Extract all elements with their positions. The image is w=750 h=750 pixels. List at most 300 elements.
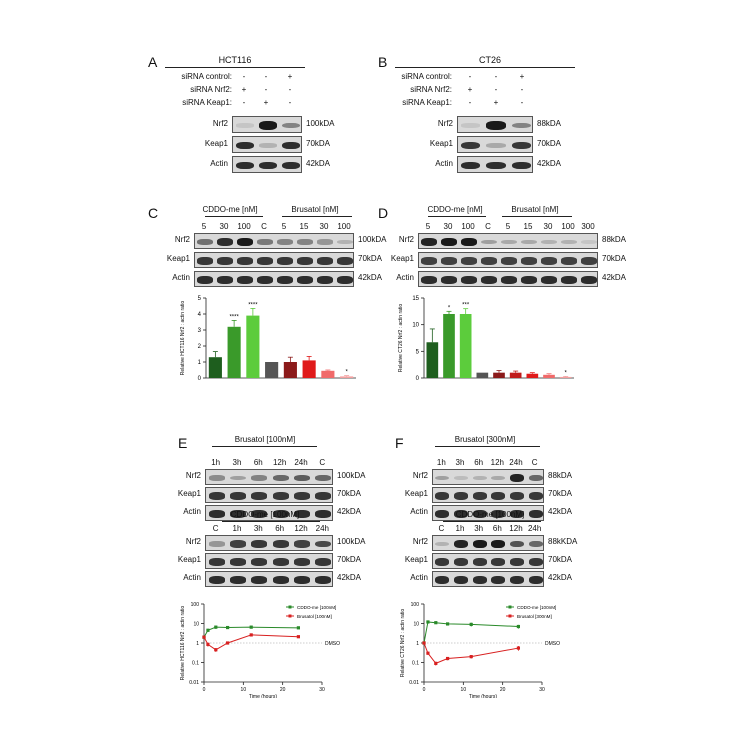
blot-band (435, 476, 449, 481)
y-tick-label: 15 (412, 296, 419, 302)
blot-band (317, 276, 332, 283)
lane-label: 24h (315, 524, 329, 533)
blot-row-label: Actin (183, 573, 201, 582)
bar (284, 362, 297, 378)
blot-strip (232, 156, 302, 173)
molecular-weight-label: 70kDA (537, 138, 562, 148)
x-tick-label: 10 (460, 687, 467, 693)
blot-band (529, 492, 543, 499)
lane-label: 1h (455, 524, 465, 533)
lane-label: 5 (505, 222, 511, 231)
blot-band (541, 257, 556, 264)
blot-band (273, 540, 289, 547)
blot-band (529, 558, 543, 565)
blot-band (273, 475, 289, 481)
blot-row-label: Nrf2 (185, 471, 201, 480)
lane-label: 12h (272, 458, 287, 467)
treatment-sign: + (287, 72, 293, 81)
treatment-sign: + (493, 98, 499, 107)
molecular-weight-label: 100kDA (358, 235, 387, 244)
treatment-sign: - (520, 85, 524, 94)
bar (527, 374, 539, 378)
blot-band (435, 492, 449, 499)
lane-label: 5 (281, 222, 287, 231)
blot-row-label: Keap1 (166, 254, 190, 263)
data-point (226, 641, 229, 644)
blot-band (541, 276, 556, 283)
blot-band (435, 558, 449, 565)
blot-band (277, 239, 292, 245)
blot-band (510, 576, 524, 583)
blot-row-label: Nrf2 (437, 118, 453, 128)
bar (209, 357, 222, 378)
bar (510, 373, 522, 378)
panel-F-bottom-group: CDDO-me [100nM] (455, 510, 525, 519)
lane-label: 6h (492, 524, 502, 533)
blot-strip (205, 469, 333, 485)
blot-band (521, 257, 536, 264)
y-tick-label: 10 (193, 621, 199, 628)
treatment-row-label: siRNA Nrf2: (410, 85, 452, 94)
blot-band (491, 540, 505, 548)
blot-band (251, 576, 267, 583)
molecular-weight-label: 70kDA (306, 138, 331, 148)
blot-band (259, 162, 277, 170)
blot-band (209, 541, 225, 546)
blot-band (501, 276, 516, 283)
treatment-row-label: siRNA Keap1: (182, 98, 232, 107)
blot-band (473, 492, 487, 499)
data-point (206, 629, 209, 632)
blot-band (237, 238, 252, 246)
blot-row-label: Keap1 (204, 138, 228, 148)
panel-D-bar-chart (388, 290, 588, 390)
blot-band (294, 492, 310, 499)
series-line (424, 643, 518, 663)
legend-label: CDDO-me [100nM] (297, 604, 337, 610)
x-axis-label: Time (hours) (468, 694, 498, 698)
legend-swatch-marker (289, 615, 292, 618)
y-tick-label: 0 (197, 376, 201, 382)
lane-label: 3h (253, 524, 263, 533)
bar (246, 316, 259, 378)
blot-band (454, 476, 468, 480)
y-tick-label: 5 (197, 296, 201, 302)
lane-label: 6h (253, 458, 263, 467)
blot-band (251, 540, 267, 547)
blot-band (581, 257, 596, 264)
blot-band (315, 475, 331, 481)
blot-row-label: Keap1 (429, 138, 453, 148)
panel-F-bottom-group-rule (443, 521, 541, 522)
lane-label: 30 (319, 222, 329, 231)
y-tick-label: 0.1 (412, 660, 419, 667)
bar (460, 314, 472, 378)
blot-band (510, 492, 524, 499)
lane-label: 100 (237, 222, 251, 231)
legend-label: CDDO-me [100nM] (517, 604, 557, 610)
treatment-sign: - (288, 85, 292, 94)
blot-row-label: Nrf2 (174, 235, 190, 244)
blot-band (317, 239, 332, 244)
blot-strip (194, 252, 354, 268)
y-axis-label: Relative HCT116 Nrf2 : actin ratio (180, 605, 186, 681)
blot-band (297, 276, 312, 283)
blot-band (473, 558, 487, 565)
lane-label: 300 (581, 222, 595, 231)
y-tick-label: 10 (413, 621, 419, 628)
blot-band (561, 257, 576, 264)
blot-band (297, 257, 312, 264)
data-point (426, 620, 429, 623)
molecular-weight-label: 42kDA (537, 158, 562, 168)
data-point (434, 662, 437, 665)
lane-label: 6h (474, 458, 484, 467)
blot-band (257, 239, 272, 245)
y-tick-label: 0.1 (192, 660, 199, 667)
lane-label: 100 (561, 222, 575, 231)
blot-band (315, 510, 331, 517)
blot-row-label: Actin (396, 273, 414, 282)
panel-F-top-group-rule (435, 446, 540, 447)
molecular-weight-label: 42kDA (306, 158, 331, 168)
molecular-weight-label: 88kDA (548, 471, 573, 480)
blot-strip (432, 487, 544, 503)
blot-strip (205, 487, 333, 503)
blot-band (521, 240, 536, 245)
blot-band (473, 540, 487, 548)
significance-mark: **** (229, 314, 239, 321)
panel-F-label: F (395, 435, 404, 451)
blot-band (209, 558, 225, 565)
lane-label: 5 (201, 222, 207, 231)
lane-label: C (485, 222, 491, 231)
lane-label: 15 (523, 222, 533, 231)
lane-label: 12h (509, 524, 523, 533)
panel-B-title-rule (395, 67, 575, 68)
blot-band (251, 558, 267, 565)
blot-band (454, 492, 468, 499)
x-axis-label: Time (hours) (248, 694, 278, 698)
blot-row-label: Nrf2 (212, 118, 228, 128)
molecular-weight-label: 70kDA (548, 555, 573, 564)
blot-band (294, 475, 310, 481)
molecular-weight-label: 70kDA (548, 489, 573, 498)
blot-strip (457, 156, 533, 173)
data-point (517, 625, 520, 628)
blot-row-label: Keap1 (177, 555, 201, 564)
blot-band (512, 162, 531, 170)
lane-label: 12h (490, 458, 504, 467)
blot-band (230, 476, 246, 481)
blot-band (486, 143, 505, 148)
treatment-sign: - (264, 72, 268, 81)
significance-mark: * (345, 369, 348, 376)
blot-band (461, 142, 480, 150)
y-tick-label: 3 (197, 328, 201, 334)
blot-strip (194, 271, 354, 287)
bar (493, 373, 505, 378)
y-axis-label: Relative HCT116 Nrf2 : actin ratio (180, 300, 186, 376)
blot-row-label: Nrf2 (412, 471, 428, 480)
blot-band (501, 240, 516, 245)
panel-E-label: E (178, 435, 188, 451)
blot-band (481, 276, 496, 283)
legend-label: Brusatol [300nM] (517, 613, 552, 619)
blot-band (337, 240, 352, 244)
molecular-weight-label: 100kDA (337, 537, 366, 546)
blot-band (441, 257, 456, 264)
lane-label: 3h (474, 524, 484, 533)
blot-band (461, 276, 476, 283)
blot-row-label: Actin (210, 158, 228, 168)
lane-label: 100 (337, 222, 351, 231)
lane-label: C (212, 524, 219, 533)
blot-band (481, 240, 496, 245)
blot-band (236, 142, 254, 150)
y-axis-label: Relative CT26 Nrf2 : actin ratio (398, 303, 404, 373)
bar (427, 342, 439, 378)
blot-strip (457, 136, 533, 153)
y-tick-label: 1 (196, 641, 199, 647)
panel-E-top-group: Brusatol [100nM] (234, 435, 296, 444)
y-tick-label: 0 (415, 376, 419, 382)
data-point (202, 636, 205, 639)
data-point (206, 643, 209, 646)
data-point (214, 626, 217, 629)
blot-band (561, 240, 576, 244)
y-tick-label: 1 (197, 360, 201, 366)
blot-band (454, 576, 468, 583)
blot-band (491, 576, 505, 583)
lane-label: C (531, 458, 538, 467)
molecular-weight-label: 70kDA (602, 254, 627, 263)
treatment-row-label: siRNA Keap1: (402, 98, 452, 107)
blot-band (251, 475, 267, 481)
lane-label: 30 (543, 222, 553, 231)
treatment-row-label: siRNA control: (401, 72, 452, 81)
y-tick-label: 5 (415, 349, 419, 356)
blot-strip (232, 136, 302, 153)
data-point (297, 635, 300, 638)
blot-band (273, 492, 289, 499)
panel-C-group1-rule (205, 216, 263, 217)
molecular-weight-label: 88kDA (602, 235, 627, 244)
treatment-sign: - (494, 72, 498, 81)
lane-label: 1h (436, 458, 446, 467)
blot-band (473, 576, 487, 583)
blot-band (230, 558, 246, 565)
panel-D-group2-rule (502, 216, 572, 217)
blot-band (491, 476, 505, 481)
blot-band (282, 142, 300, 150)
blot-row-label: Keap1 (404, 555, 428, 564)
lane-label: C (319, 458, 326, 467)
blot-band (317, 257, 332, 264)
data-point (470, 623, 473, 626)
blot-band (421, 238, 436, 246)
blot-band (277, 257, 292, 264)
blot-band (454, 540, 468, 548)
blot-band (435, 542, 449, 546)
panel-C-bar-chart (170, 290, 360, 390)
x-tick-label: 0 (202, 687, 206, 693)
series-line (204, 635, 298, 650)
treatment-sign: - (264, 85, 268, 94)
molecular-weight-label: 42kDA (602, 273, 627, 282)
blot-row-label: Actin (172, 273, 190, 282)
bar (321, 371, 334, 378)
blot-strip (432, 535, 544, 551)
blot-band (209, 576, 225, 583)
blot-band (529, 541, 543, 547)
blot-band (486, 162, 505, 170)
blot-band (294, 540, 310, 547)
blot-band (541, 240, 556, 244)
blot-row-label: Actin (183, 507, 201, 516)
blot-band (510, 558, 524, 565)
treatment-sign: - (288, 98, 292, 107)
dmso-label: DMSO (545, 641, 560, 647)
lane-label: 5 (425, 222, 431, 231)
x-tick-label: 30 (539, 687, 545, 693)
blot-band (230, 492, 246, 499)
blot-band (473, 476, 487, 480)
lane-label: 30 (443, 222, 453, 231)
bar (477, 373, 489, 378)
blot-band (294, 576, 310, 583)
y-tick-label: 100 (410, 602, 419, 608)
data-point (517, 646, 520, 649)
molecular-weight-label: 42kDA (358, 273, 383, 282)
blot-band (259, 121, 277, 129)
data-point (470, 655, 473, 658)
dmso-label: DMSO (325, 641, 340, 647)
lane-label: 24h (527, 524, 542, 533)
lane-label: 24h (509, 458, 523, 467)
molecular-weight-label: 100kDA (306, 118, 335, 128)
blot-band (337, 276, 352, 283)
blot-band (217, 276, 232, 283)
lane-label: 6h (275, 524, 285, 533)
blot-band (297, 239, 312, 245)
legend-swatch-marker (289, 606, 292, 609)
blot-row-label: Actin (410, 507, 428, 516)
x-tick-label: 20 (499, 687, 506, 693)
molecular-weight-label: 42kDA (337, 507, 362, 516)
blot-band (421, 257, 436, 264)
y-tick-label: 2 (197, 344, 201, 350)
panel-D-group2: Brusatol [nM] (511, 205, 559, 214)
molecular-weight-label: 70kDA (358, 254, 383, 263)
lane-label: 1h (211, 458, 221, 467)
lane-label: C (438, 524, 445, 533)
blot-band (251, 492, 267, 499)
blot-band (315, 558, 331, 565)
y-tick-label: 4 (197, 312, 201, 318)
blot-band (273, 576, 289, 583)
x-tick-label: 30 (319, 687, 325, 693)
blot-band (510, 541, 524, 548)
panel-B-label: B (378, 54, 388, 70)
blot-band (461, 238, 476, 246)
treatment-row-label: siRNA Nrf2: (190, 85, 232, 94)
blot-strip (432, 571, 544, 587)
blot-band (512, 123, 531, 129)
blot-band (581, 240, 596, 244)
y-tick-label: 0.01 (409, 680, 419, 686)
legend-swatch-marker (509, 606, 512, 609)
data-point (226, 626, 229, 629)
treatment-sign: + (241, 85, 247, 94)
blot-band (257, 257, 272, 264)
blot-band (315, 576, 331, 583)
x-tick-label: 10 (240, 687, 247, 693)
bar (543, 375, 555, 378)
blot-band (315, 541, 331, 548)
treatment-sign: - (494, 85, 498, 94)
lane-label: 1h (232, 524, 242, 533)
treatment-sign: - (520, 98, 524, 107)
treatment-sign: + (467, 85, 473, 94)
blot-strip (418, 252, 598, 268)
panel-A-label: A (148, 54, 158, 70)
blot-strip (205, 571, 333, 587)
panel-E-top-group-rule (212, 446, 317, 447)
blot-band (461, 257, 476, 264)
significance-mark: * (447, 305, 451, 312)
panel-C-label: C (148, 205, 159, 221)
blot-band (209, 492, 225, 499)
blot-band (315, 492, 331, 499)
treatment-sign: + (519, 72, 525, 81)
blot-band (529, 475, 543, 481)
blot-band (217, 257, 232, 264)
blot-row-label: Nrf2 (398, 235, 414, 244)
data-point (250, 626, 253, 629)
x-tick-label: 20 (279, 687, 286, 693)
legend-swatch-marker (509, 615, 512, 618)
blot-band (197, 257, 212, 264)
bar (443, 314, 455, 378)
blot-band (337, 257, 352, 264)
data-point (297, 626, 300, 629)
molecular-weight-label: 100kDA (337, 471, 366, 480)
treatment-sign: + (263, 98, 269, 107)
data-point (426, 652, 429, 655)
blot-band (236, 123, 254, 127)
blot-band (521, 276, 536, 283)
panel-B-title: CT26 (478, 55, 501, 65)
blot-row-label: Actin (410, 573, 428, 582)
data-point (250, 633, 253, 636)
lane-label: 30 (219, 222, 229, 231)
bar (265, 362, 278, 378)
blot-row-label: Nrf2 (185, 537, 201, 546)
blot-band (273, 558, 289, 565)
panel-F-line-chart (392, 598, 592, 698)
blot-band (237, 276, 252, 283)
blot-band (421, 276, 436, 283)
blot-band (197, 276, 212, 283)
legend-label: Brusatol [100nM] (297, 613, 332, 619)
blot-strip (232, 116, 302, 133)
blot-band (237, 257, 252, 264)
blot-band (512, 142, 531, 150)
blot-band (461, 162, 480, 170)
lane-label: 24h (294, 458, 308, 467)
panel-D-group1-rule (428, 216, 486, 217)
